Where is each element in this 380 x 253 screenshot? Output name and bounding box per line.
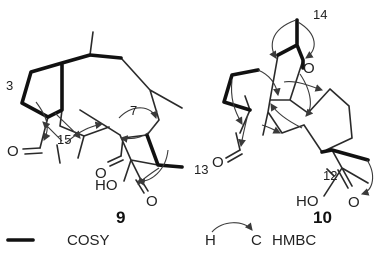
compound-9-number: 9 [116, 208, 126, 227]
compound-10-c14-label: 14 [313, 7, 328, 22]
hmbc-legend-c: C [251, 232, 262, 249]
compound-9-c13-label: 13 [194, 162, 209, 177]
compound-10-cosy-bonds [224, 20, 368, 160]
compound-10-hmbc-arrows [231, 20, 372, 194]
compound-9-cosy-bonds [22, 55, 182, 167]
compound-9-acid-o: O [146, 193, 158, 210]
compound-9-acid-ho: HO [95, 177, 118, 194]
compound-10-acid-o: O [348, 194, 360, 211]
cosy-legend-label: COSY [67, 232, 110, 249]
compound-9-c15-label: 15 [57, 132, 72, 147]
compound-10-c12-label: 12 [323, 168, 338, 183]
compound-10-ether-o: O [303, 60, 315, 77]
compound-9-c3-label: 3 [6, 78, 14, 93]
compound-10-structure [224, 20, 373, 196]
hmbc-legend-label: HMBC [272, 232, 317, 249]
compound-10-acid-ho: HO [296, 193, 319, 210]
compound-10-ketone-o: O [212, 154, 224, 171]
legend [8, 223, 316, 249]
compound-10-number: 10 [313, 208, 332, 227]
compound-9-c7-label: 7 [130, 103, 138, 118]
compound-9-ketone-o-2: O [95, 165, 107, 182]
compound-9-ketone-o-1: O [7, 143, 19, 160]
hmbc-legend-h: H [205, 232, 216, 249]
hmbc-legend-arrow [212, 223, 252, 232]
